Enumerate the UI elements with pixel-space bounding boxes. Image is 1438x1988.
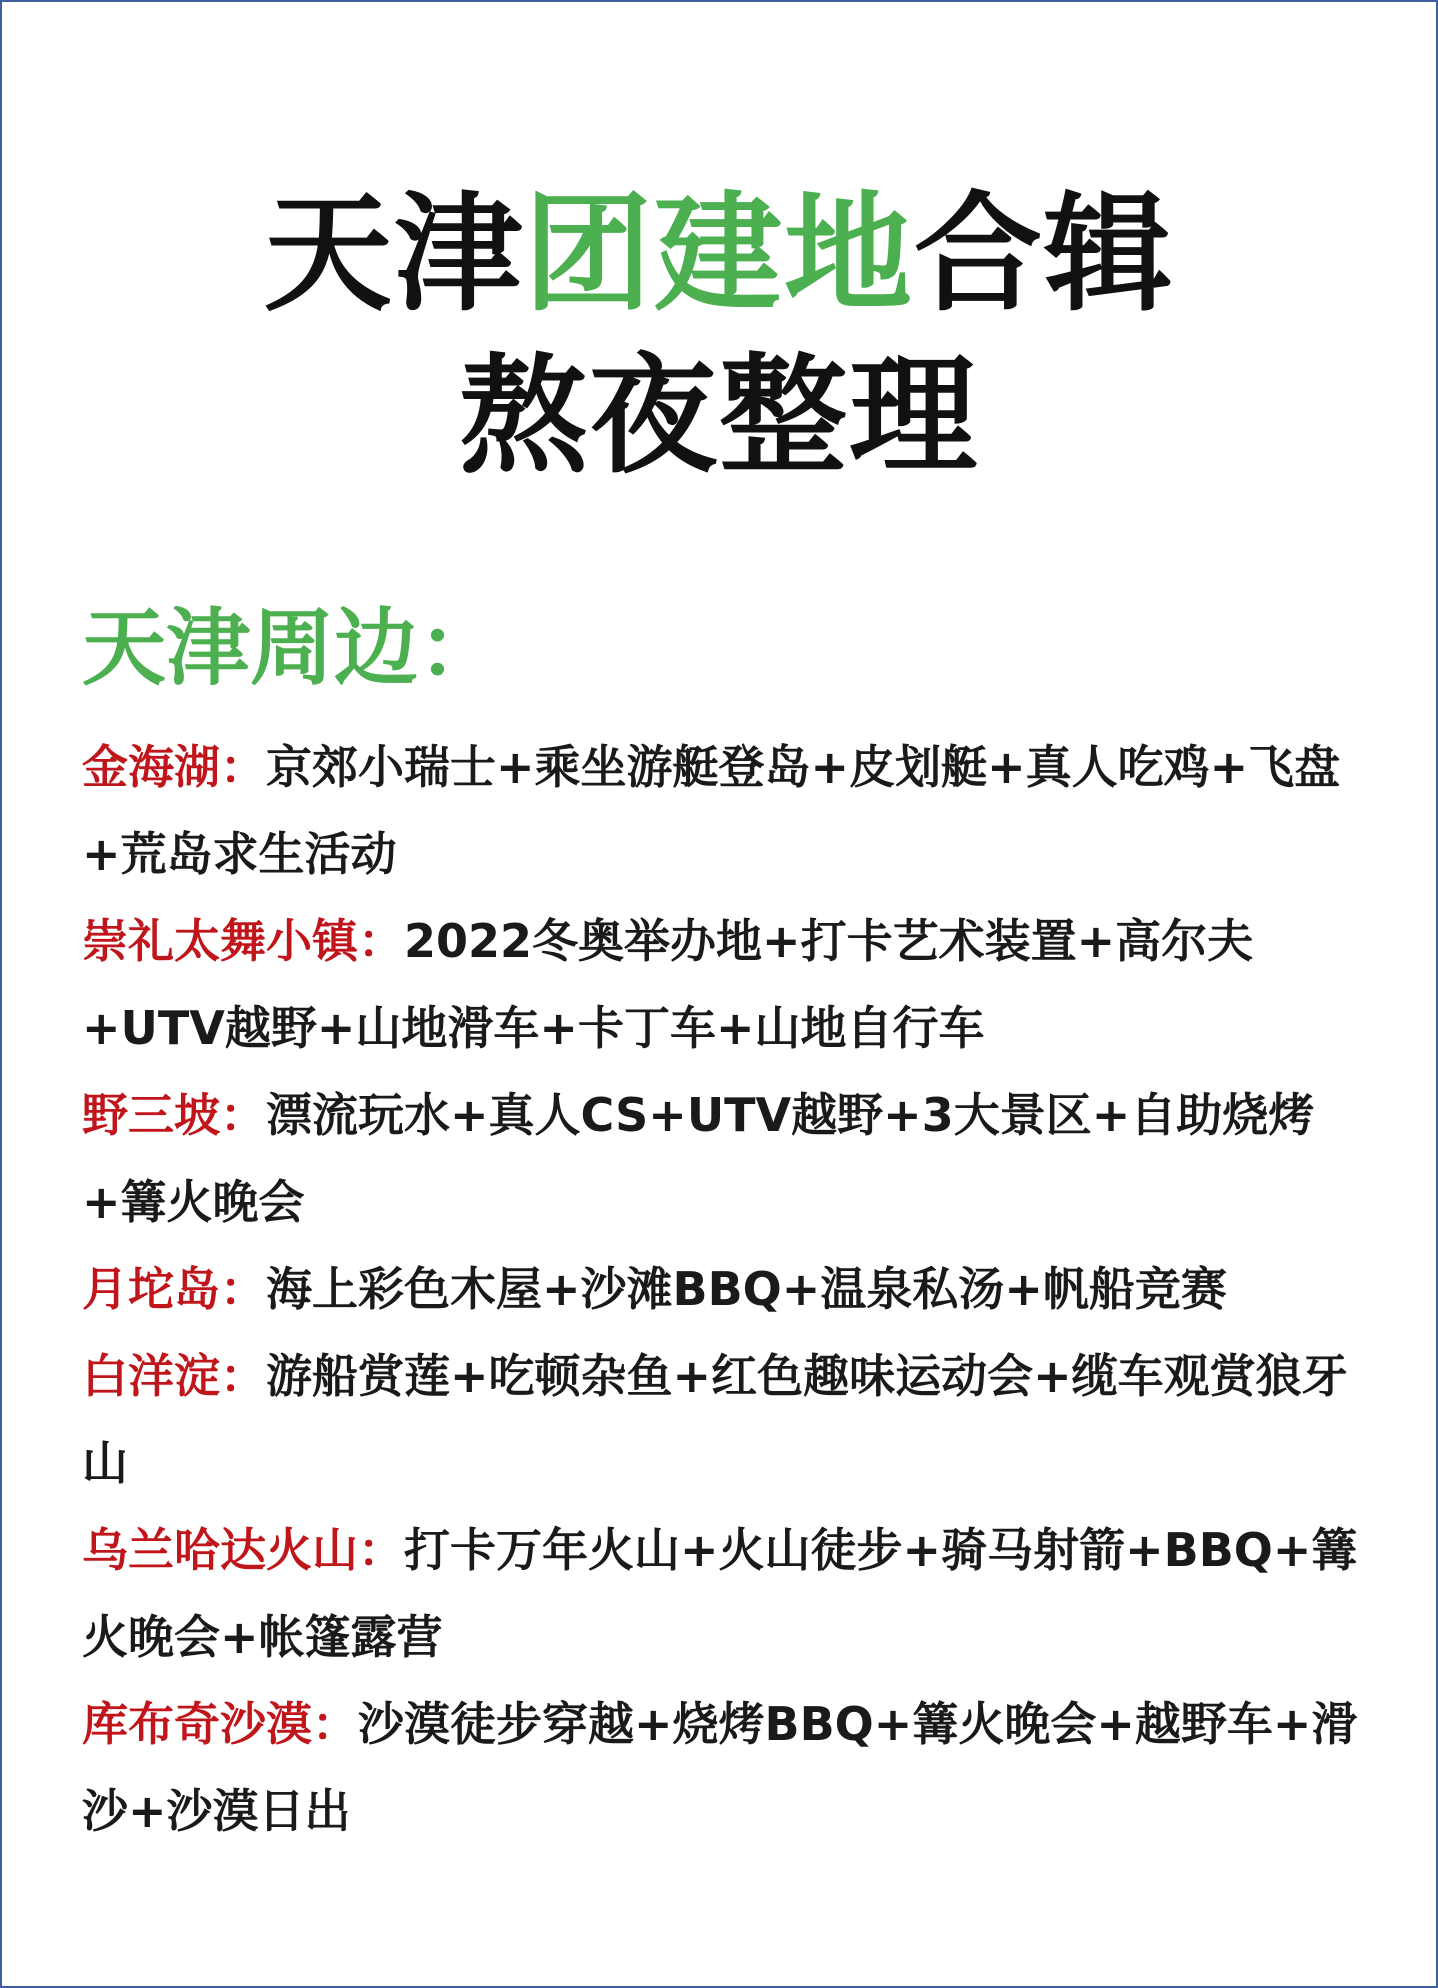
entry-desc: 京郊小瑞士+乘坐游艇登岛+皮划艇+真人吃鸡+飞盘+荒岛求生活动 <box>82 740 1341 881</box>
list-item <box>82 1333 1362 1507</box>
entry-name: 月坨岛： <box>82 1262 266 1316</box>
entry-desc: 沙漠徒步穿越+烧烤BBQ+篝火晚会+越野车+滑沙+沙漠日出 <box>82 1697 1358 1838</box>
entry-name: 崇礼太舞小镇： <box>82 914 404 968</box>
entry-name: 库布奇沙漠： <box>82 1697 358 1751</box>
entry-desc: 海上彩色木屋+沙滩BBQ+温泉私汤+帆船竞赛 <box>266 1262 1227 1316</box>
entry-list <box>82 724 1362 1855</box>
entry-name: 乌兰哈达火山： <box>82 1523 404 1577</box>
page-title-line2: 熬夜整理 <box>458 342 979 491</box>
title-accent: 团建地 <box>523 180 914 329</box>
list-item <box>82 1507 1362 1681</box>
title-part2: 合辑 <box>914 180 1175 329</box>
entry-desc: 漂流玩水+真人CS+UTV越野+3大景区+自助烧烤+篝火晚会 <box>82 1088 1315 1229</box>
list-item <box>82 724 1362 898</box>
entry-desc: 打卡万年火山+火山徒步+骑马射箭+BBQ+篝火晚会+帐篷露营 <box>82 1523 1358 1664</box>
entry-name: 白洋淀： <box>82 1349 266 1403</box>
entry-name: 野三坡： <box>82 1088 266 1142</box>
entry-desc: 游船赏莲+吃顿杂鱼+红色趣味运动会+缆车观赏狼牙山 <box>82 1349 1348 1490</box>
list-item <box>82 1072 1362 1246</box>
entry-name: 金海湖： <box>82 740 266 794</box>
entry-desc: 2022冬奥举办地+打卡艺术装置+高尔夫+UTV越野+山地滑车+卡丁车+山地自行车 <box>82 914 1254 1055</box>
list-item <box>82 1681 1362 1855</box>
section-heading: 天津周边： <box>82 599 503 697</box>
page-title-line1 <box>2 180 1436 330</box>
list-item <box>82 1246 1362 1333</box>
list-item <box>82 898 1362 1072</box>
title-part1: 天津 <box>263 180 524 329</box>
